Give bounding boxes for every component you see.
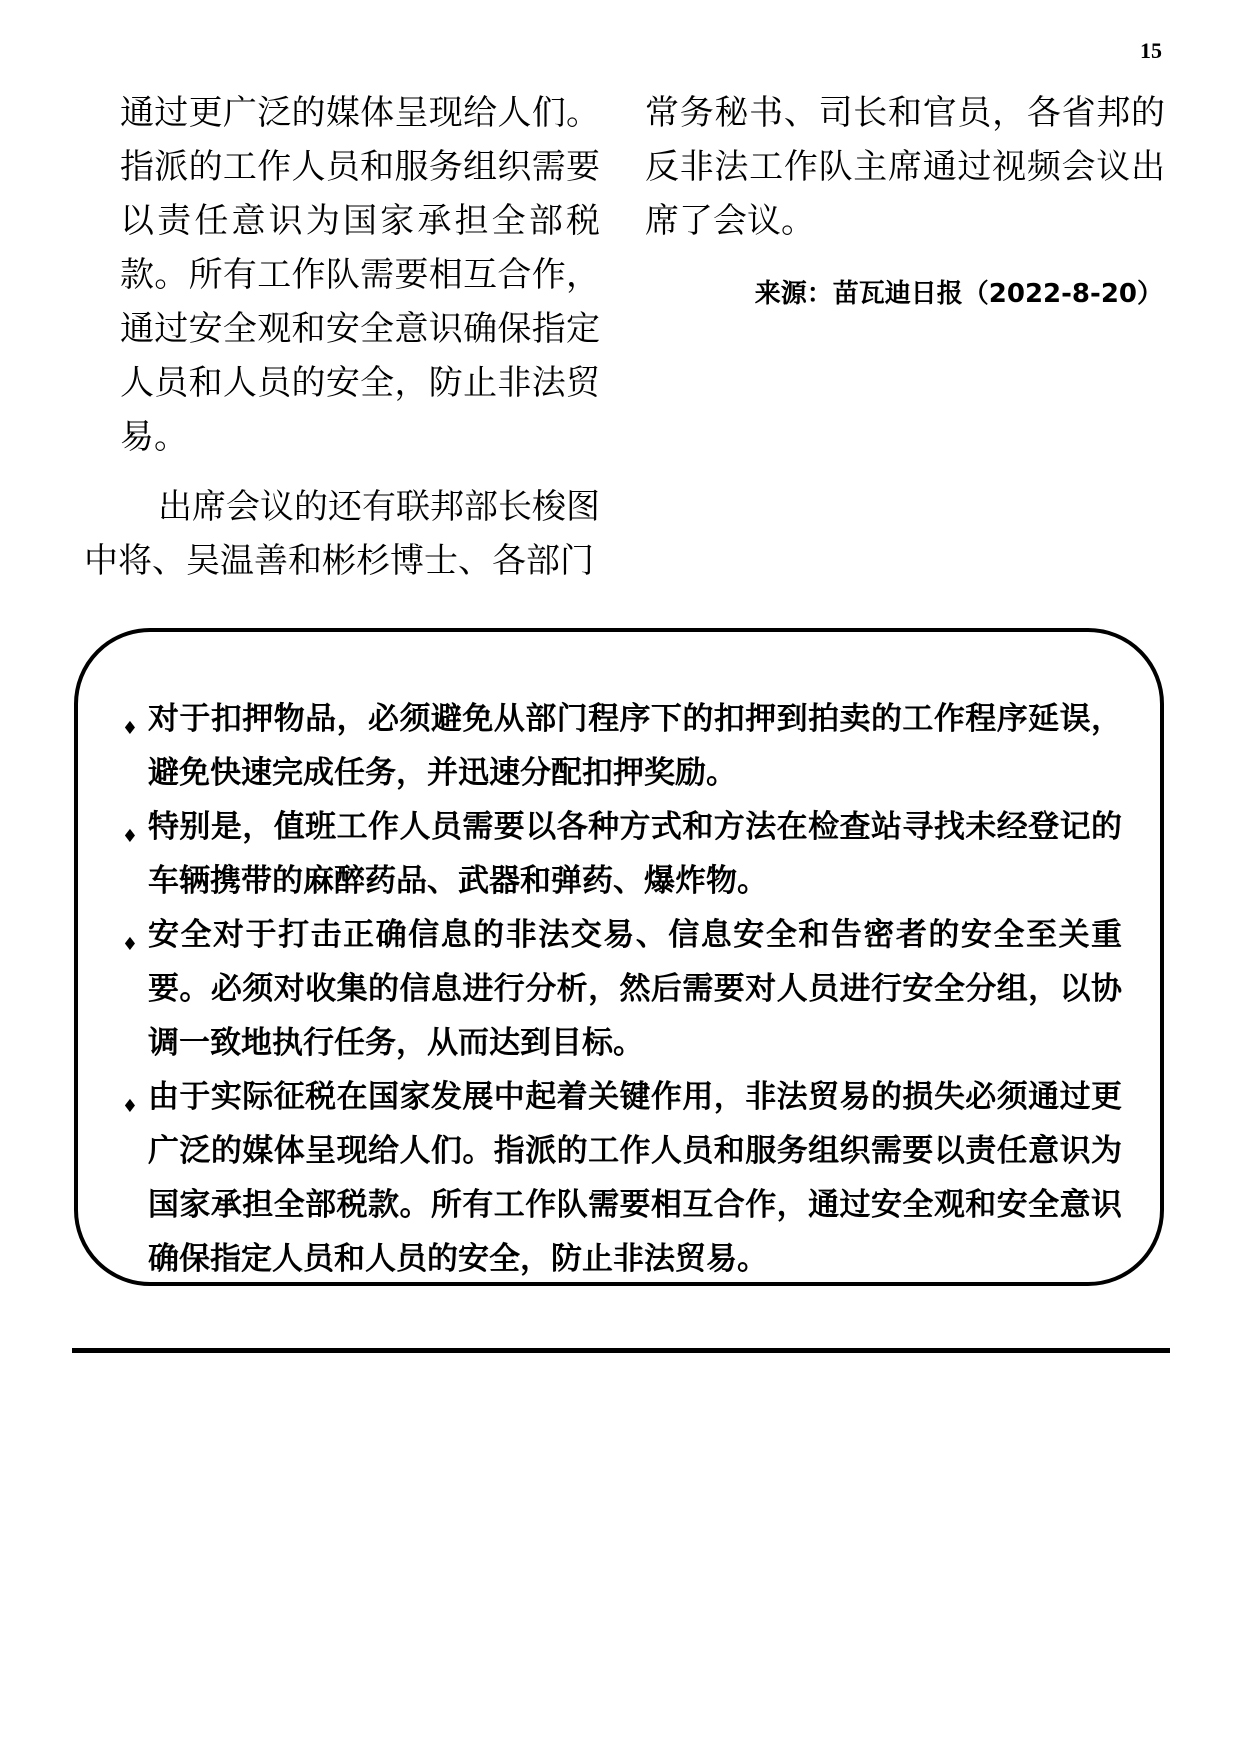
summary-box: [74, 628, 1164, 1286]
right-column-continuation: 常务秘书、司长和官员，各省邦的反非法工作队主席通过视频会议出席了会议。: [645, 93, 1165, 241]
bullet-item: [112, 800, 1122, 908]
diamond-bullet-icon: ♦: [121, 718, 139, 739]
diamond-bullet-icon: ♦: [121, 826, 139, 847]
bullet-text: 特别是，值班工作人员需要以各种方式和方法在检查站寻找未经登记的车辆携带的麻醉药品、武器和弹药、爆炸物。: [148, 809, 1122, 899]
bullet-item: [112, 1070, 1122, 1286]
diamond-bullet-icon: ♦: [121, 1096, 139, 1117]
left-column-continuation: 通过更广泛的媒体呈现给人们。指派的工作人员和服务组织需要以责任意识为国家承担全部税款。所有工作队需要相互合作，通过安全观和安全意识确保指定人员和人员的安全，防止非法贸易。: [120, 93, 600, 457]
diamond-bullet-icon: ♦: [121, 934, 139, 955]
bullet-item: [112, 908, 1122, 1070]
horizontal-rule: [72, 1348, 1170, 1353]
page-number: 15: [1140, 38, 1162, 63]
bullet-item: [112, 692, 1122, 800]
bullet-list: [112, 692, 1122, 1286]
source-citation: 来源：苗瓦迪日报（2022-8-20）: [754, 279, 1163, 309]
left-column: [84, 86, 600, 588]
right-column: [645, 86, 1165, 314]
bullet-text: 安全对于打击正确信息的非法交易、信息安全和告密者的安全至关重要。必须对收集的信息进行分析，然后需要对人员进行安全分组，以协调一致地执行任务，从而达到目标。: [148, 917, 1122, 1061]
bullet-text: 由于实际征税在国家发展中起着关键作用，非法贸易的损失必须通过更广泛的媒体呈现给人们。指派的工作人员和服务组织需要以责任意识为国家承担全部税款。所有工作队需要相互合作，通过安全观和安全意识确保指定人员和人员的安全，防止非法贸易。: [148, 1079, 1122, 1277]
bullet-text: 对于扣押物品，必须避免从部门程序下的扣押到拍卖的工作程序延误，避免快速完成任务，并迅速分配扣押奖励。: [148, 701, 1122, 791]
left-column-paragraph: 出席会议的还有联邦部长梭图中将、吴温善和彬杉博士、各部门: [84, 487, 600, 581]
